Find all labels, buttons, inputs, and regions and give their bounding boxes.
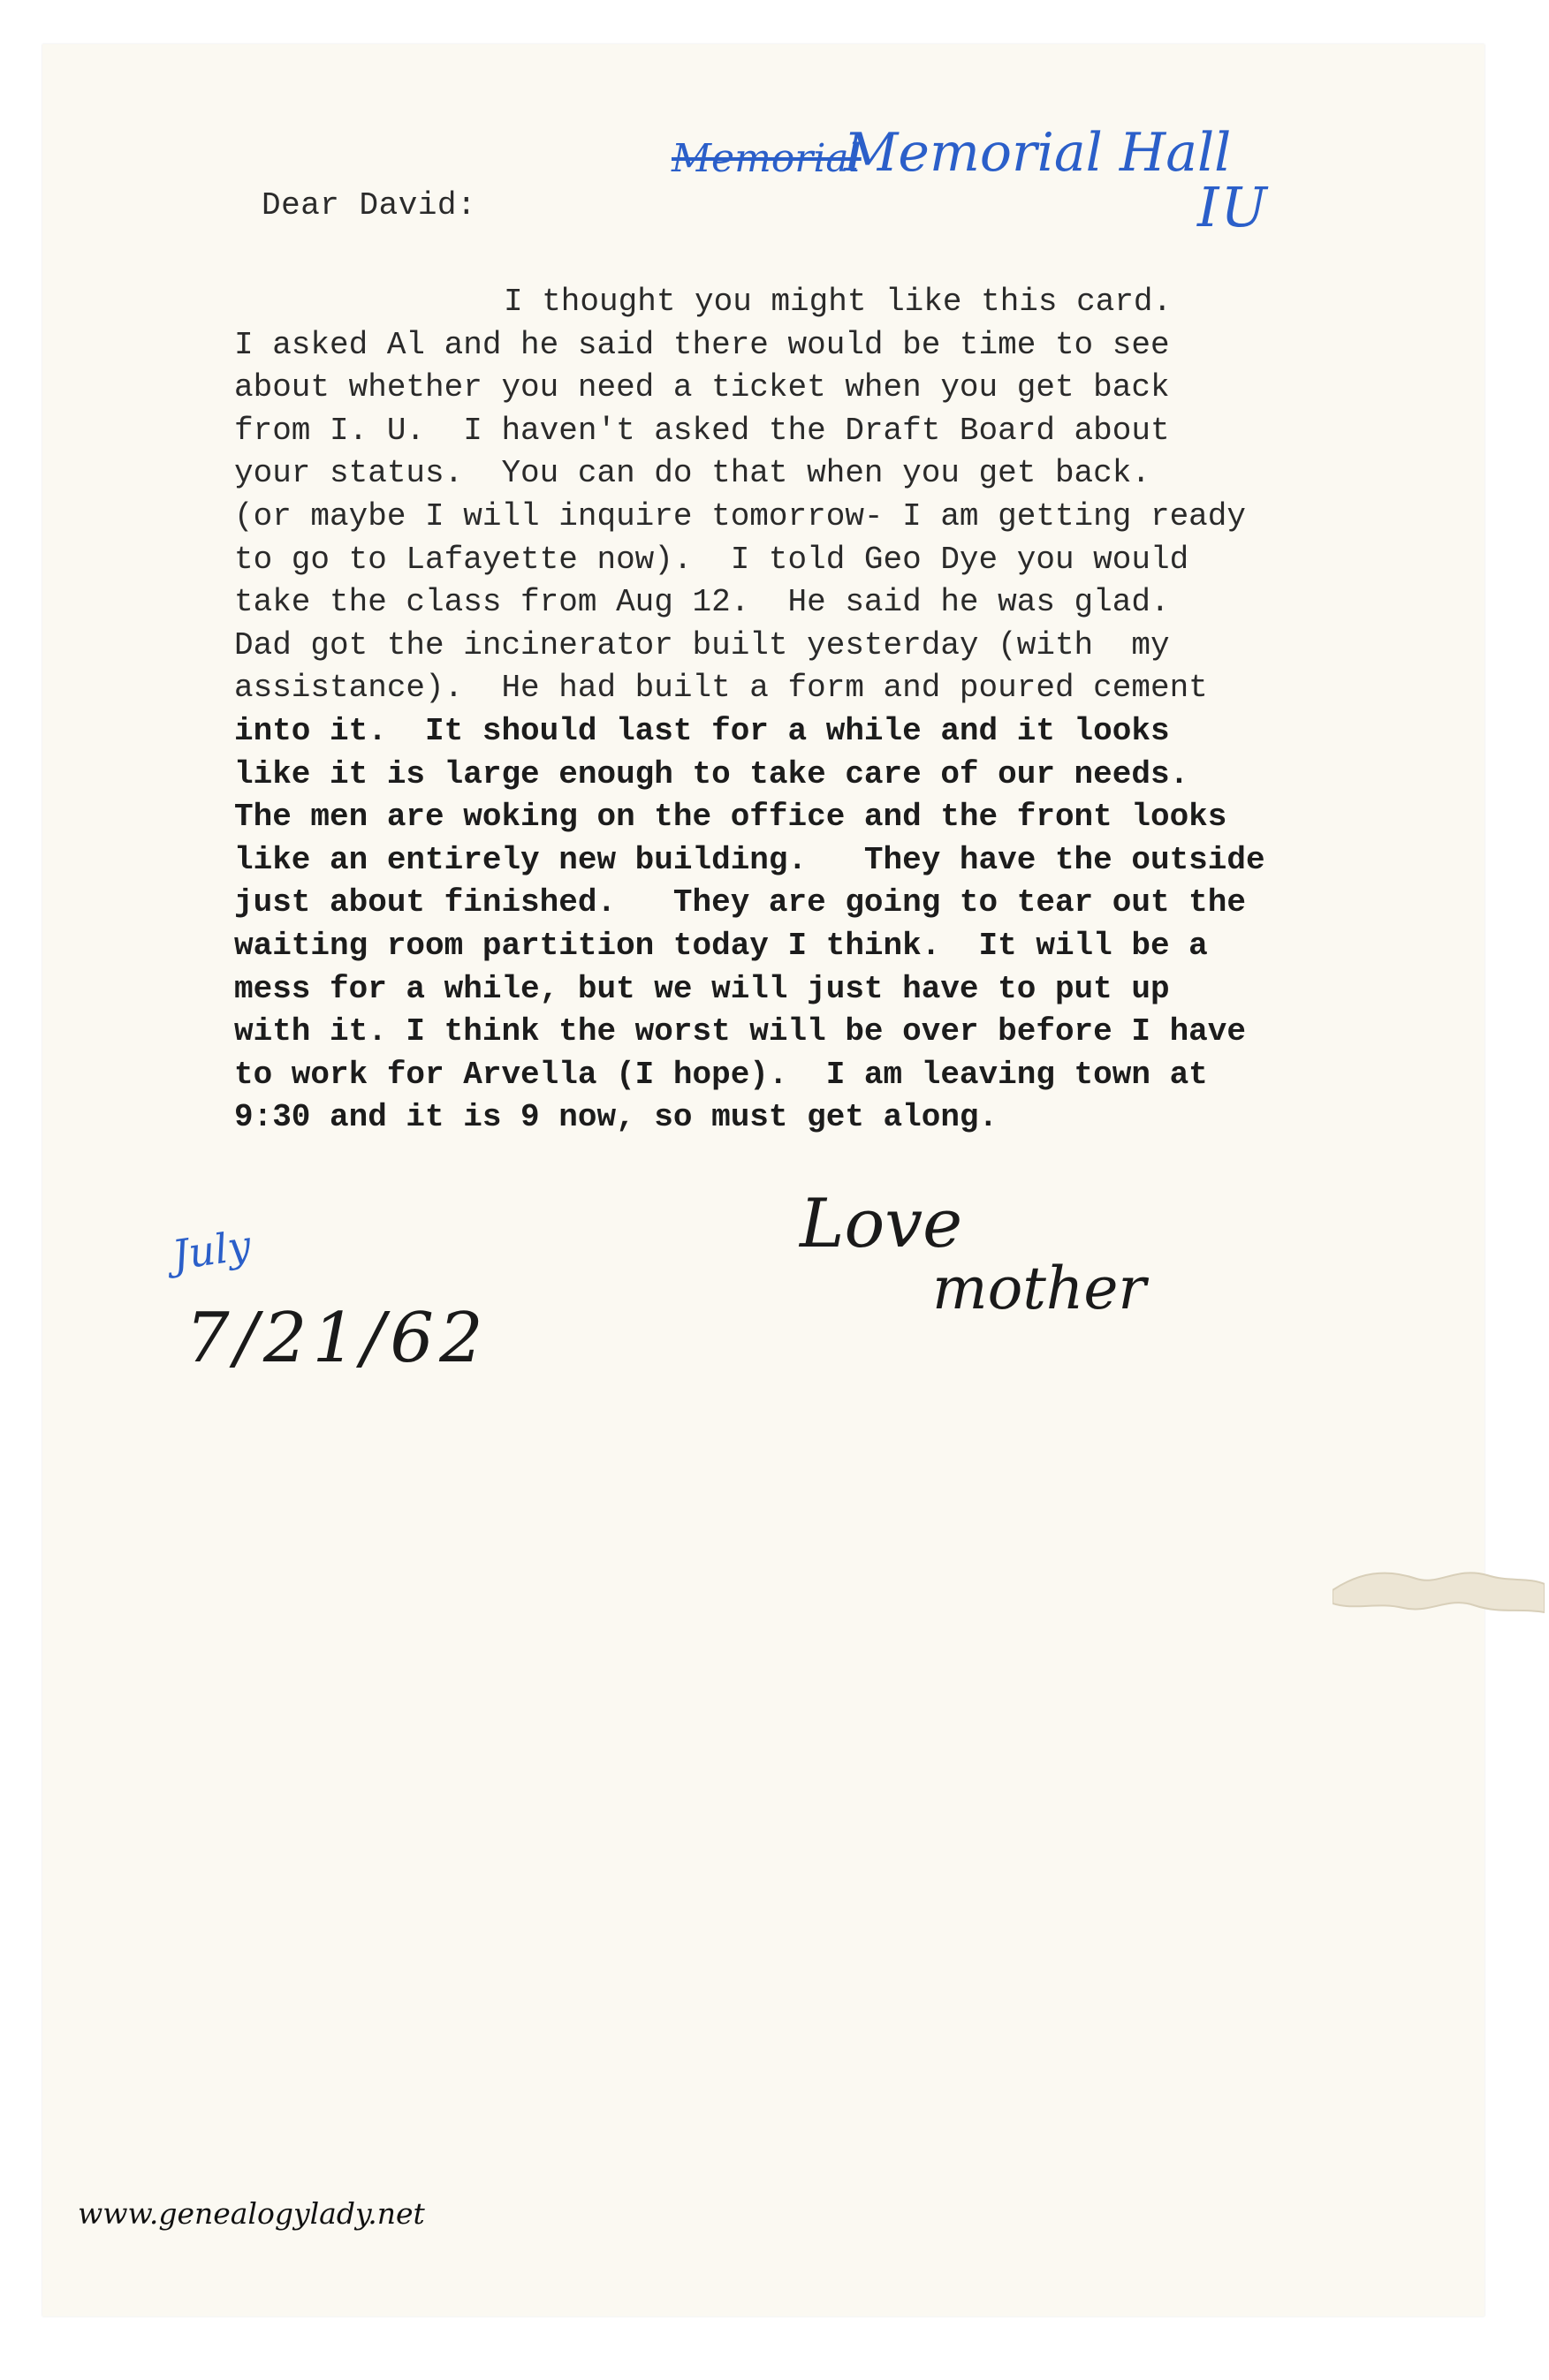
torn-edge: [1333, 1559, 1545, 1621]
body-line: The men are woking on the office and the front looks: [234, 799, 1227, 836]
watermark-url: www.genealogylady.net: [78, 2196, 425, 2231]
body-line: with it. I think the worst will be over before I have: [234, 1013, 1246, 1050]
body-line: from I. U. I haven't asked the Draft Board about: [234, 412, 1170, 449]
body-line: assistance). He had built a form and poured cement: [234, 670, 1208, 707]
body-line: like it is large enough to take care of our needs.: [234, 755, 1189, 792]
body-line: like an entirely new building. They have the outside: [234, 841, 1265, 878]
body-line: I asked Al and he said there would be time to see: [234, 326, 1170, 363]
closing: Love: [800, 1184, 963, 1262]
body-line: mess for a while, but we will just have to put up: [234, 970, 1170, 1007]
handwritten-date: 7/21/62: [186, 1299, 489, 1378]
body-line: (or maybe I will inquire tomorrow- I am getting ready: [234, 497, 1246, 534]
handwritten-address: [672, 106, 1343, 239]
body-line: to go to Lafayette now). I told Geo Dye you would: [234, 541, 1189, 578]
address-school: IU: [1197, 175, 1269, 239]
body-line: to work for Arvella (I hope). I am leaving town at: [234, 1056, 1208, 1093]
letter-body: [234, 281, 1445, 1140]
body-line: just about finished. They are going to tear out the: [234, 884, 1246, 921]
body-line: 9:30 and it is 9 now, so must get along.: [234, 1099, 998, 1136]
handwritten-month: July: [169, 1221, 254, 1279]
signature: mother: [932, 1254, 1146, 1323]
body-line: waiting room partition today I think. It will be a: [234, 927, 1208, 964]
body-line: into it. It should last for a while and it looks: [234, 712, 1170, 749]
body-line: your status. You can do that when you get back.: [234, 455, 1150, 492]
body-line: about whether you need a ticket when you get back: [234, 369, 1170, 406]
body-line: take the class from Aug 12. He said he was glad.: [234, 584, 1170, 621]
body-line: I thought you might like this card.: [504, 284, 1173, 320]
body-line: Dad got the incinerator built yesterday (with my: [234, 626, 1170, 663]
address-hall: Memorial Hall: [844, 122, 1232, 184]
struck-word: Memorial: [672, 136, 862, 181]
salutation: Dear David:: [262, 187, 477, 224]
